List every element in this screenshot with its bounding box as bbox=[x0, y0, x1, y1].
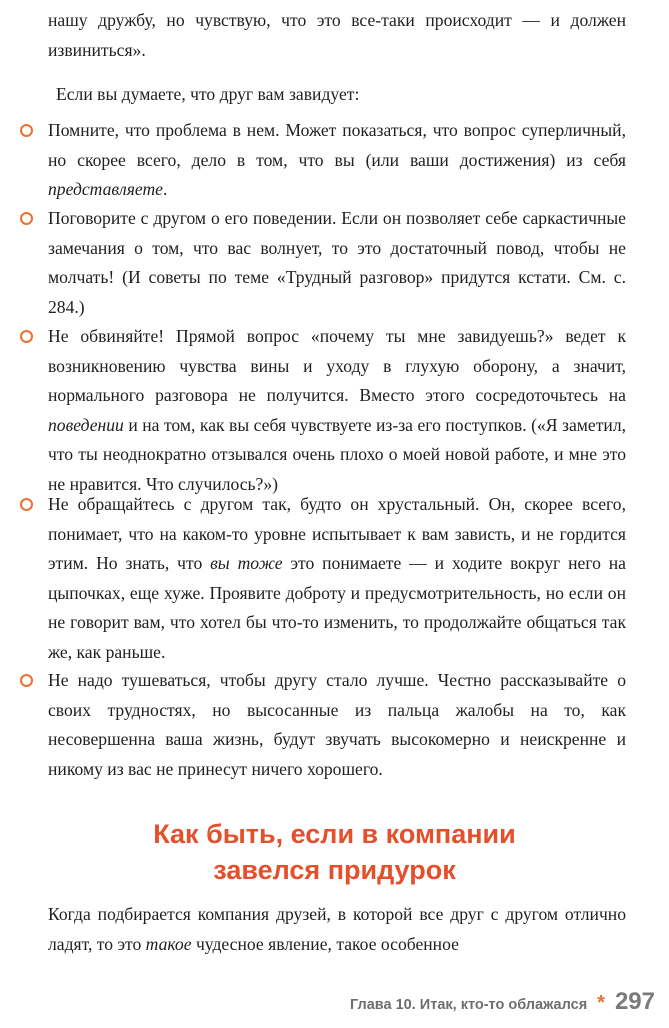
list-item-text-part: Не обвиняйте! Прямой вопрос «почему ты мне завидуешь?» ведет к возникновению чувства вины и уходу в глухую оборону, а значит, нормального разговора не получится. Вместо этого сосредоточьтесь на bbox=[48, 326, 626, 406]
circle-bullet-icon bbox=[20, 212, 33, 225]
list-item-text bbox=[48, 116, 626, 205]
list-item-text-part: . bbox=[162, 179, 168, 200]
paragraph-continuation bbox=[48, 6, 626, 65]
list-item-text bbox=[48, 204, 626, 322]
section-heading-line-2: завелся придурок bbox=[213, 855, 456, 885]
closing-paragraph-text: Когда подбирается компания друзей, в которой все друг с другом отлично ладят, то это bbox=[48, 904, 626, 954]
list-item-text bbox=[48, 490, 626, 668]
page-footer bbox=[350, 988, 655, 1016]
list-item-emphasis: поведении bbox=[48, 414, 124, 435]
list-item-emphasis: представляете bbox=[48, 179, 163, 200]
closing-paragraph-text: чудесное явление, такое особенное bbox=[191, 933, 459, 954]
circle-bullet-icon bbox=[20, 674, 33, 687]
section-heading-line-1: Как быть, если в компании bbox=[153, 819, 516, 849]
circle-bullet-icon bbox=[20, 498, 33, 511]
lead-in-sentence: Если вы думаете, что друг вам завидует: bbox=[56, 84, 360, 104]
running-footer-chapter: Глава 10. Итак, кто-то облажался bbox=[350, 997, 588, 1013]
closing-paragraph-emphasis: такое bbox=[145, 933, 192, 954]
section-heading bbox=[0, 816, 669, 888]
list-item-text-part: это понимаете — и ходите вокруг него на цыпочках, еще хуже. Проявите доброту и предусмотрительность, но если он не говорит вам, что хотел бы что-то изменить, то продолжайте общаться так же, как раньше. bbox=[48, 553, 626, 662]
list-item-text-part: и на том, как вы себя чувствуете из-за его поступков. («Я заметил, что ты неоднократно отзывался очень плохо о моей новой работе, и мне это не нравится. Что случилось?») bbox=[48, 414, 626, 494]
list-item-text-part: Не обращайтесь с другом так, будто он хрустальный. Он, скорее всего, понимает, что на каком-то уровне испытывает к вам зависть, и не гордится этим. Но знать, что bbox=[48, 494, 626, 574]
circle-bullet-icon bbox=[20, 330, 33, 343]
paragraph-continuation-text: нашу дружбу, но чувствую, что это все-таки происходит — и должен извиниться». bbox=[48, 10, 626, 60]
asterisk-icon: * bbox=[597, 992, 605, 1014]
closing-paragraph bbox=[48, 900, 626, 959]
list-item-text-part: Поговорите с другом о его поведении. Если он позволяет себе саркастичные замечания о том, что вас волнует, то это достаточный повод, чтобы не молчать! (И советы по теме «Трудный разговор» придутся кстати. См. с. 284.) bbox=[48, 208, 626, 317]
list-item-text-part: Помните, что проблема в нем. Может показаться, что вопрос суперличный, но скорее всего, дело в том, что вы (или ваши достижения) из себя bbox=[48, 120, 626, 170]
list-item-text-part: Не надо тушеваться, чтобы другу стало лучше. Честно рассказывайте о своих трудностях, но высосанные из пальца жалобы на то, как несовершенна ваша жизнь, будут звучать высокомерно и неискренне и никому из вас не принесут ничего хорошего. bbox=[48, 670, 626, 779]
list-item-text bbox=[48, 666, 626, 784]
page-number: 297 bbox=[614, 988, 655, 1015]
circle-bullet-icon bbox=[20, 124, 33, 137]
list-item-emphasis: вы тоже bbox=[210, 553, 283, 574]
list-item-text bbox=[48, 322, 626, 500]
